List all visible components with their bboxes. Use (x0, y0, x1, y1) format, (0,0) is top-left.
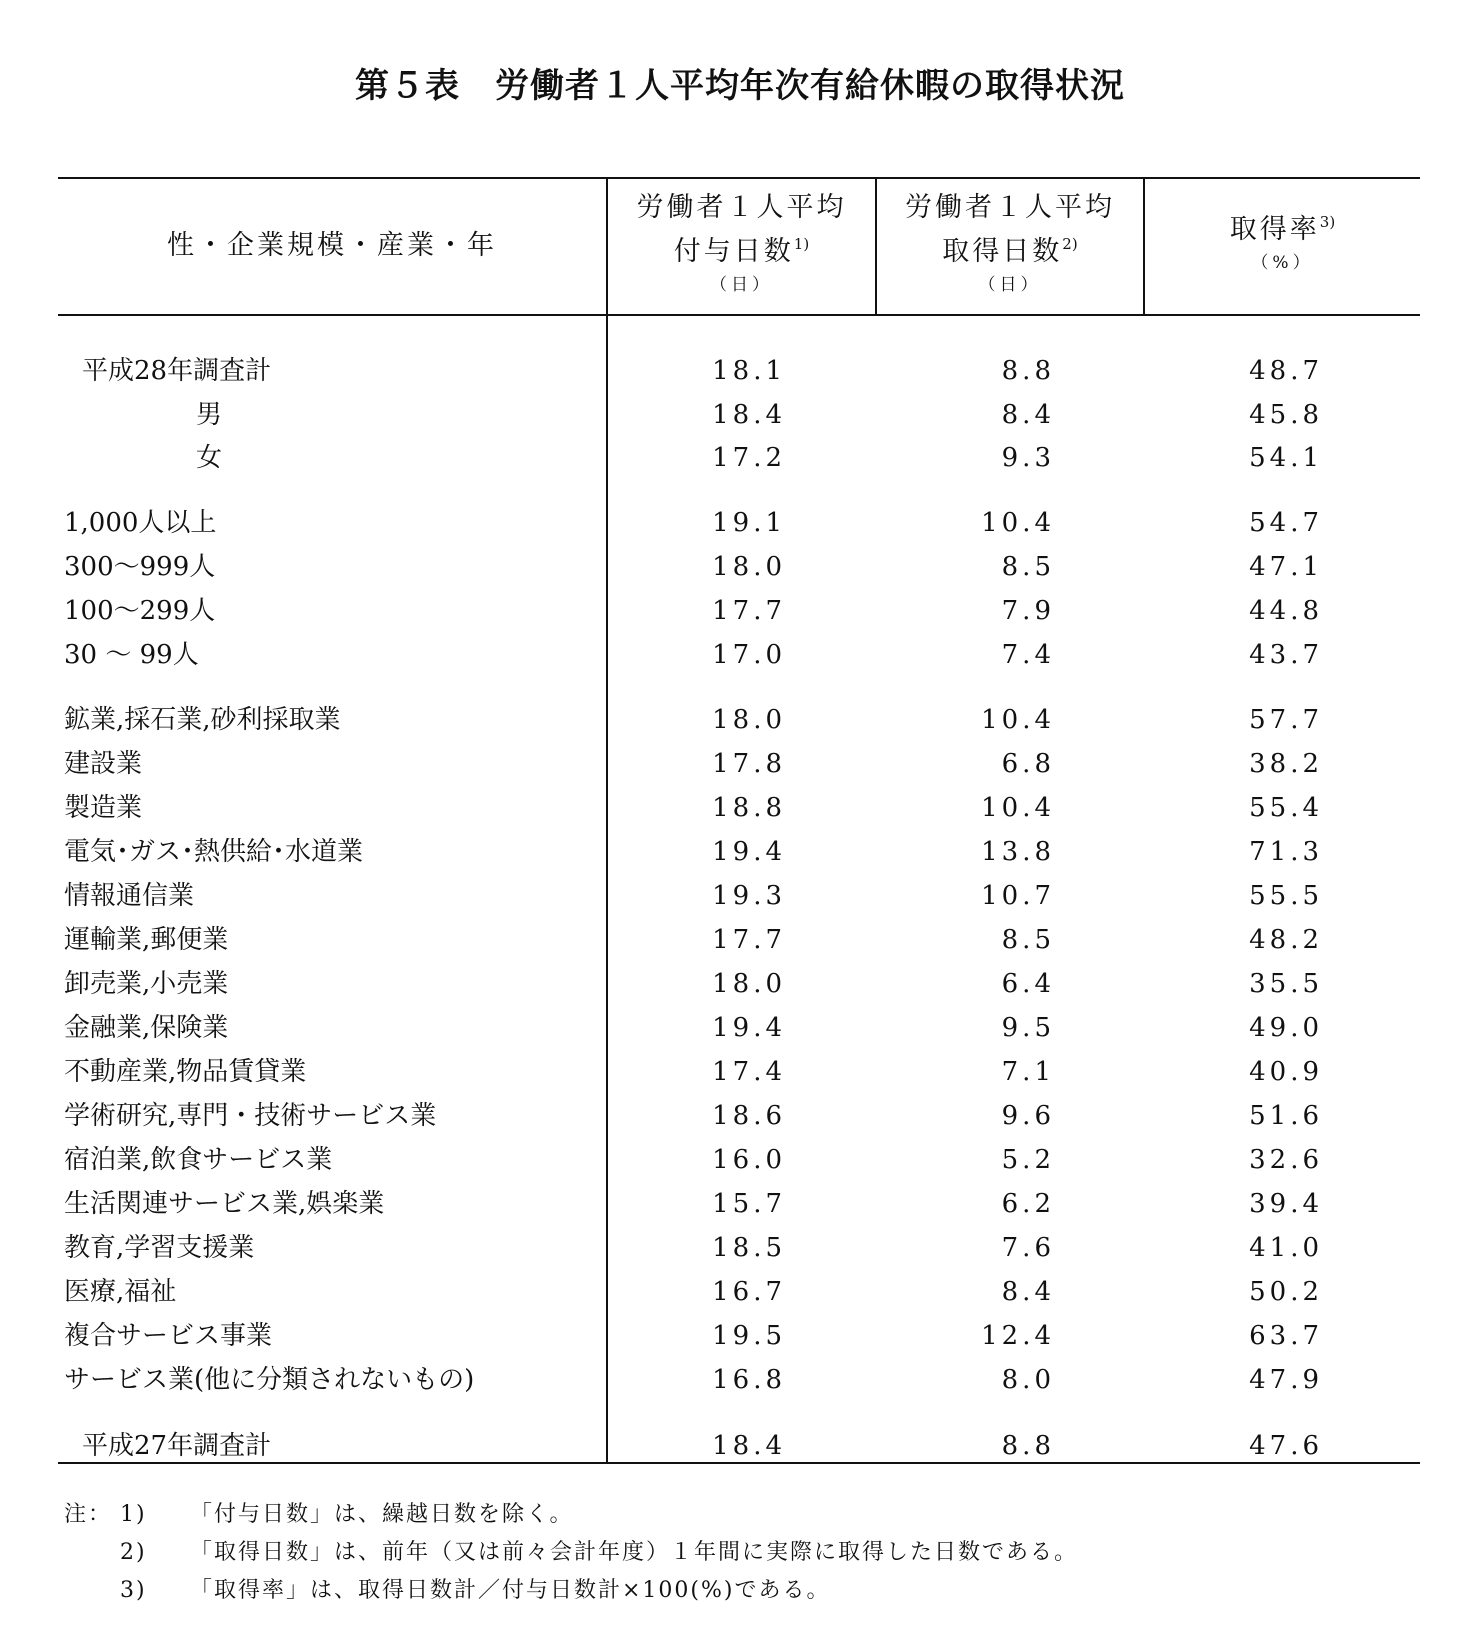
taken-days-cell: 9.6 (1001, 1101, 1055, 1131)
table-row (0, 700, 1480, 740)
header-taken-footnote-ref: 2) (1062, 235, 1078, 253)
taken-days-cell: 10.4 (981, 508, 1055, 538)
row-label: 複合サービス事業 (64, 1321, 273, 1351)
acquisition-rate-cell: 38.2 (1249, 749, 1323, 779)
table-row (0, 1184, 1480, 1224)
granted-days-cell: 16.7 (712, 1277, 786, 1307)
row-label: 情報通信業 (64, 881, 195, 911)
taken-days-cell: 8.4 (1001, 400, 1055, 430)
header-taken-line2: 取得日数 (942, 236, 1063, 267)
table-row (0, 1052, 1480, 1092)
header-category-cell (58, 178, 606, 314)
acquisition-rate-cell: 49.0 (1249, 1013, 1323, 1043)
row-label: 鉱業,採石業,砂利採取業 (64, 705, 341, 735)
acquisition-rate-cell: 71.3 (1249, 837, 1323, 867)
table-row (0, 832, 1480, 872)
table-row (0, 876, 1480, 916)
header-rate-footnote-ref: 3) (1319, 213, 1336, 231)
note-text: 「取得日数」は、前年（又は前々会計年度）１年間に実際に取得した日数である。 (190, 1540, 1079, 1565)
granted-days-cell: 19.4 (712, 1013, 786, 1043)
taken-days-cell: 7.6 (1001, 1233, 1055, 1263)
table-row (0, 1360, 1480, 1400)
acquisition-rate-cell: 39.4 (1249, 1189, 1323, 1219)
row-label: 女 (196, 443, 223, 473)
row-label: 生活関連サービス業,娯楽業 (64, 1189, 385, 1219)
taken-days-cell: 10.7 (981, 881, 1055, 911)
acquisition-rate-cell: 45.8 (1249, 400, 1323, 430)
table-row (0, 503, 1480, 543)
acquisition-rate-cell: 41.0 (1249, 1233, 1323, 1263)
granted-days-cell: 18.0 (712, 705, 786, 735)
granted-days-cell: 19.5 (712, 1321, 786, 1351)
row-label: 製造業 (64, 793, 143, 823)
taken-days-cell: 8.5 (1001, 925, 1055, 955)
granted-days-cell: 19.3 (712, 881, 786, 911)
granted-days-cell: 18.0 (712, 969, 786, 999)
taken-days-cell: 6.4 (1001, 969, 1055, 999)
row-label: 平成27年調査計 (82, 1431, 272, 1461)
header-granted-cell (608, 186, 875, 296)
granted-days-cell: 19.4 (712, 837, 786, 867)
row-label: 不動産業,物品賃貸業 (64, 1057, 307, 1087)
granted-days-cell: 17.7 (712, 596, 786, 626)
row-label: 電気･ガス･熱供給･水道業 (64, 837, 364, 867)
note-text: 「付与日数」は、繰越日数を除く。 (190, 1502, 574, 1527)
header-category-label: 性・企業規模・産業・年 (167, 230, 497, 261)
taken-days-cell: 13.8 (981, 837, 1055, 867)
taken-days-cell: 7.4 (1001, 640, 1055, 670)
acquisition-rate-cell: 63.7 (1249, 1321, 1323, 1351)
row-label: 医療,福祉 (64, 1277, 177, 1307)
row-label: 金融業,保険業 (64, 1013, 229, 1043)
note-prefix: 注： (64, 1502, 113, 1527)
taken-days-cell: 12.4 (981, 1321, 1055, 1351)
taken-days-cell: 8.4 (1001, 1277, 1055, 1307)
table-row (0, 1228, 1480, 1268)
header-rate-unit: （%） (1251, 253, 1314, 273)
row-label: 100〜299人 (64, 596, 216, 626)
taken-days-cell: 10.4 (981, 793, 1055, 823)
acquisition-rate-cell: 51.6 (1249, 1101, 1323, 1131)
header-rate-label: 取得率 (1229, 214, 1320, 245)
granted-days-cell: 18.8 (712, 793, 786, 823)
granted-days-cell: 17.8 (712, 749, 786, 779)
granted-days-cell: 18.0 (712, 552, 786, 582)
note-number: 1) (120, 1502, 147, 1527)
table-row (0, 1096, 1480, 1136)
note-number: 3) (120, 1578, 147, 1603)
table-row (0, 591, 1480, 631)
table-row (0, 635, 1480, 675)
table-row (0, 547, 1480, 587)
acquisition-rate-cell: 40.9 (1249, 1057, 1323, 1087)
table-row (0, 920, 1480, 960)
taken-days-cell: 9.5 (1001, 1013, 1055, 1043)
taken-days-cell: 10.4 (981, 705, 1055, 735)
header-bottom-rule (58, 314, 1420, 316)
granted-days-cell: 17.4 (712, 1057, 786, 1087)
taken-days-cell: 8.8 (1001, 1431, 1055, 1461)
acquisition-rate-cell: 47.1 (1249, 552, 1323, 582)
acquisition-rate-cell: 57.7 (1249, 705, 1323, 735)
row-label: 教育,学習支援業 (64, 1233, 255, 1263)
acquisition-rate-cell: 44.8 (1249, 596, 1323, 626)
row-label: 卸売業,小売業 (64, 969, 229, 999)
row-label: 300〜999人 (64, 552, 216, 582)
acquisition-rate-cell: 50.2 (1249, 1277, 1323, 1307)
row-label: サービス業(他に分類されないもの) (64, 1365, 475, 1395)
acquisition-rate-cell: 43.7 (1249, 640, 1323, 670)
acquisition-rate-cell: 54.1 (1249, 443, 1323, 473)
acquisition-rate-cell: 32.6 (1249, 1145, 1323, 1175)
granted-days-cell: 17.7 (712, 925, 786, 955)
table-row (0, 1140, 1480, 1180)
taken-days-cell: 9.3 (1001, 443, 1055, 473)
table-row (0, 1008, 1480, 1048)
row-label: 男 (196, 400, 223, 430)
granted-days-cell: 16.8 (712, 1365, 786, 1395)
granted-days-cell: 18.5 (712, 1233, 786, 1263)
table-row (0, 1272, 1480, 1312)
acquisition-rate-cell: 35.5 (1249, 969, 1323, 999)
acquisition-rate-cell: 48.2 (1249, 925, 1323, 955)
row-label: 30 〜 99人 (64, 640, 199, 670)
taken-days-cell: 7.9 (1001, 596, 1055, 626)
row-label: 1,000人以上 (64, 508, 217, 538)
granted-days-cell: 15.7 (712, 1189, 786, 1219)
table-row (0, 788, 1480, 828)
granted-days-cell: 18.4 (712, 1431, 786, 1461)
table-row (0, 438, 1480, 478)
header-taken-unit: （日） (978, 275, 1042, 295)
acquisition-rate-cell: 47.9 (1249, 1365, 1323, 1395)
acquisition-rate-cell: 48.7 (1249, 356, 1323, 386)
table-row (0, 744, 1480, 784)
granted-days-cell: 18.6 (712, 1101, 786, 1131)
acquisition-rate-cell: 55.5 (1249, 881, 1323, 911)
row-label: 建設業 (64, 749, 143, 779)
granted-days-cell: 17.0 (712, 640, 786, 670)
row-label: 学術研究,専門・技術サービス業 (64, 1101, 437, 1131)
taken-days-cell: 5.2 (1001, 1145, 1055, 1175)
note-number: 2) (120, 1540, 147, 1565)
header-granted-line1: 労働者１人平均 (636, 192, 847, 223)
header-granted-footnote-ref: 1) (793, 235, 810, 253)
header-rate-cell (1145, 208, 1420, 274)
acquisition-rate-cell: 54.7 (1249, 508, 1323, 538)
row-label: 運輸業,郵便業 (64, 925, 229, 955)
row-label: 宿泊業,飲食サービス業 (64, 1145, 333, 1175)
table-row (0, 395, 1480, 435)
acquisition-rate-cell: 47.6 (1249, 1431, 1323, 1461)
granted-days-cell: 17.2 (712, 443, 786, 473)
note-text: 「取得率」は、取得日数計／付与日数計×100(%)である。 (190, 1578, 831, 1603)
granted-days-cell: 18.1 (712, 356, 786, 386)
granted-days-cell: 19.1 (712, 508, 786, 538)
table-row (0, 964, 1480, 1004)
table-row (0, 1316, 1480, 1356)
taken-days-cell: 7.1 (1001, 1057, 1055, 1087)
taken-days-cell: 8.5 (1001, 552, 1055, 582)
header-taken-line1: 労働者１人平均 (905, 192, 1115, 223)
table-title: 第５表 労働者１人平均年次有給休暇の取得状況 (355, 66, 1125, 106)
row-label: 平成28年調査計 (82, 356, 272, 386)
header-taken-cell (877, 186, 1143, 296)
taken-days-cell: 8.8 (1001, 356, 1055, 386)
granted-days-cell: 16.0 (712, 1145, 786, 1175)
table-row (0, 1426, 1480, 1466)
granted-days-cell: 18.4 (712, 400, 786, 430)
taken-days-cell: 6.8 (1001, 749, 1055, 779)
taken-days-cell: 8.0 (1001, 1365, 1055, 1395)
table-row (0, 351, 1480, 391)
acquisition-rate-cell: 55.4 (1249, 793, 1323, 823)
header-granted-unit: （日） (710, 275, 773, 295)
header-granted-line2: 付与日数 (673, 236, 794, 267)
taken-days-cell: 6.2 (1001, 1189, 1055, 1219)
